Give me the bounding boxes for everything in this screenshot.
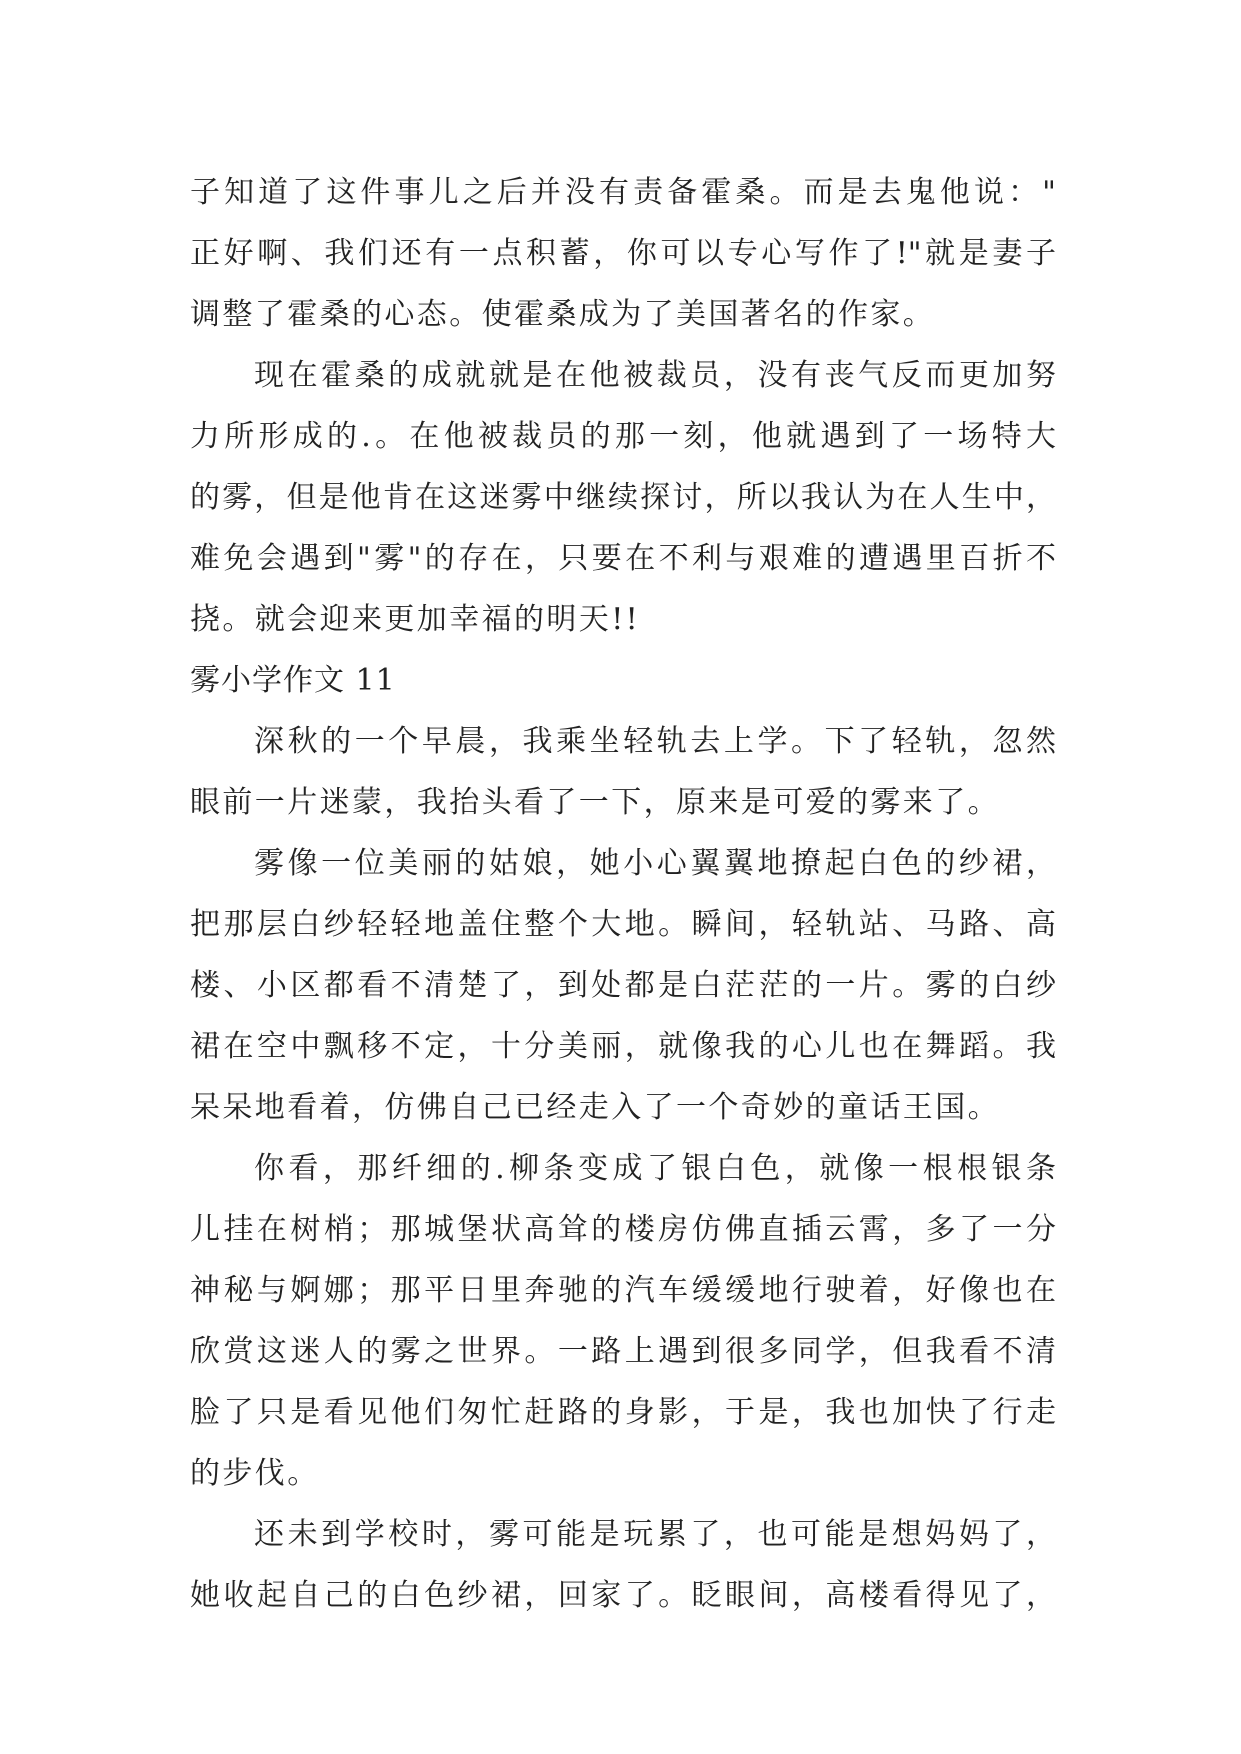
text-line-14: 楼、小区都看不清楚了，到处都是白茫茫的一片。雾的白纱 (190, 968, 1056, 1003)
text-line-10: 深秋的一个早晨，我乘坐轻轨去上学。下了轻轨，忽然 (254, 724, 1056, 759)
text-line-22: 的步伐。 (190, 1456, 320, 1491)
section-heading: 雾小学作文 11 (190, 663, 396, 698)
text-line-21: 脸了只是看见他们匆忙赶路的身影，于是，我也加快了行走 (190, 1395, 1056, 1430)
text-line-1: 子知道了这件事儿之后并没有责备霍桑。而是去鬼他说：" (190, 175, 1056, 210)
document-page (190, 162, 1056, 1626)
text-line-17: 你看，那纤细的.柳条变成了银白色，就像一根根银条 (254, 1151, 1056, 1186)
text-line-13: 把那层白纱轻轻地盖住整个大地。瞬间，轻轨站、马路、高 (190, 907, 1056, 942)
text-line-16: 呆呆地看着，仿佛自己已经走入了一个奇妙的童话王国。 (190, 1090, 1000, 1125)
text-line-24: 她收起自己的白色纱裙，回家了。眨眼间，高楼看得见了， (190, 1578, 1056, 1613)
text-line-15: 裙在空中飘移不定，十分美丽，就像我的心儿也在舞蹈。我 (190, 1029, 1056, 1064)
text-line-12: 雾像一位美丽的姑娘，她小心翼翼地撩起白色的纱裙， (254, 846, 1056, 881)
text-line-11: 眼前一片迷蒙，我抬头看了一下，原来是可爱的雾来了。 (190, 785, 1000, 820)
text-line-6: 的雾，但是他肯在这迷雾中继续探讨，所以我认为在人生中， (190, 480, 1056, 515)
text-line-8: 挠。就会迎来更加幸福的明天!! (190, 602, 641, 637)
text-line-18: 儿挂在树梢；那城堡状高耸的楼房仿佛直插云霄，多了一分 (190, 1212, 1056, 1247)
text-line-2: 正好啊、我们还有一点积蓄，你可以专心写作了!"就是妻子 (190, 236, 1056, 271)
text-line-4: 现在霍桑的成就就是在他被裁员，没有丧气反而更加努 (254, 358, 1056, 393)
text-line-23: 还未到学校时，雾可能是玩累了，也可能是想妈妈了， (254, 1517, 1056, 1552)
text-line-19: 神秘与婀娜；那平日里奔驰的汽车缓缓地行驶着，好像也在 (190, 1273, 1056, 1308)
text-line-5: 力所形成的.。在他被裁员的那一刻，他就遇到了一场特大 (190, 419, 1056, 454)
text-line-7: 难免会遇到"雾"的存在，只要在不利与艰难的遭遇里百折不 (190, 541, 1056, 576)
text-line-3: 调整了霍桑的心态。使霍桑成为了美国著名的作家。 (190, 297, 936, 332)
text-line-20: 欣赏这迷人的雾之世界。一路上遇到很多同学，但我看不清 (190, 1334, 1056, 1369)
